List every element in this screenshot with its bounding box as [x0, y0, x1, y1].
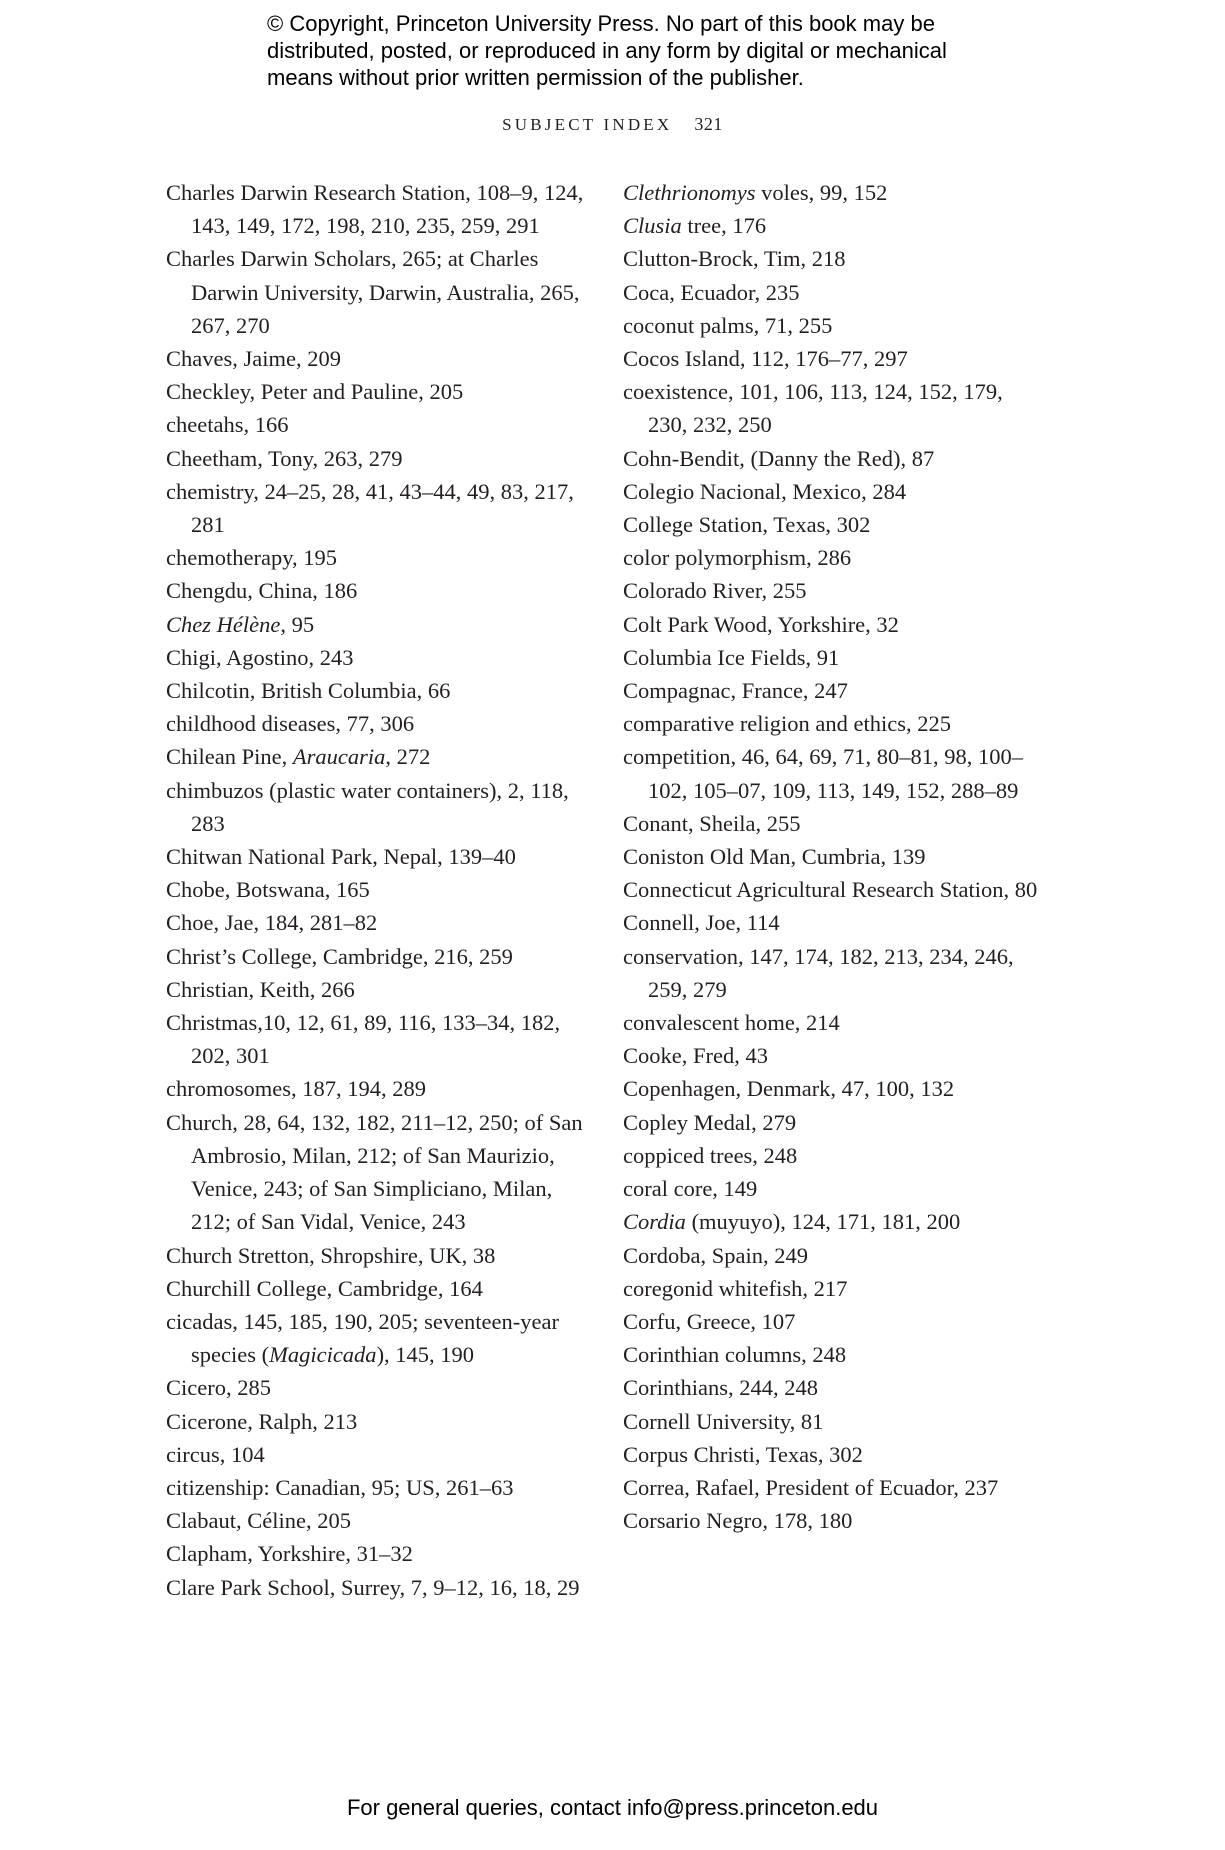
index-entry	[623, 342, 1043, 375]
index-entry	[623, 1072, 1043, 1105]
index-entry-text: Chitwan National Park, Nepal, 139–40	[166, 844, 516, 870]
index-entry-italic: Chez Hélène	[166, 611, 281, 637]
index-entry-text: Clabaut, Céline, 205	[166, 1508, 351, 1534]
page-number: 321	[694, 114, 723, 134]
index-entry-text: Charles Darwin Scholars, 265; at Charles Darwin University, Darwin, Australia, 265, 267, 270	[166, 246, 580, 338]
index-entry-text: Clare Park School, Surrey, 7, 9–12, 16, 18, 29	[166, 1574, 580, 1600]
index-entry	[166, 740, 586, 773]
index-entry-text: Church Stretton, Shropshire, UK, 38	[166, 1242, 496, 1268]
index-entry-text: coral core, 149	[623, 1176, 758, 1202]
index-entry	[623, 1471, 1043, 1504]
index-entry-text: Corinthians, 244, 248	[623, 1375, 818, 1401]
index-entry	[166, 1504, 586, 1537]
index-entry	[623, 608, 1043, 641]
copyright-line: means without prior written permission of the publisher.	[267, 65, 804, 90]
index-entry-text: Chigi, Agostino, 243	[166, 644, 354, 670]
index-entry-text: Chobe, Botswana, 165	[166, 877, 370, 903]
index-entry-text: chimbuzos (plastic water containers), 2, 118, 283	[166, 777, 569, 836]
index-entry-text: Cocos Island, 112, 176–77, 297	[623, 346, 908, 372]
index-entry	[623, 1371, 1043, 1404]
index-entry-text: Cordoba, Spain, 249	[623, 1242, 808, 1268]
index-entry	[166, 1272, 586, 1305]
index-entry-text: cicadas, 145, 185, 190, 205; seventeen-year species (	[166, 1308, 559, 1368]
index-entry-text: Corsario Negro, 178, 180	[623, 1508, 853, 1534]
index-entry	[166, 375, 586, 408]
index-entry	[166, 1471, 586, 1504]
index-entry-text: Cornell University, 81	[623, 1408, 824, 1434]
index-entry-text: Colorado River, 255	[623, 578, 807, 604]
index-entry	[623, 176, 1043, 209]
index-entry-text: comparative religion and ethics, 225	[623, 711, 952, 737]
index-entry	[166, 574, 586, 607]
index-entry-text: chemotherapy, 195	[166, 545, 337, 571]
index-entry	[166, 940, 586, 973]
index-entry-text: citizenship: Canadian, 95; US, 261–63	[166, 1474, 514, 1500]
index-entry-text: chemistry, 24–25, 28, 41, 43–44, 49, 83, 217, 281	[166, 478, 574, 538]
index-entry-italic: Clusia	[623, 213, 682, 239]
index-entry-text: College Station, Texas, 302	[623, 512, 871, 538]
index-entry-text: Chilcotin, British Columbia, 66	[166, 678, 451, 704]
index-entry	[166, 840, 586, 873]
index-entry	[623, 442, 1043, 475]
index-entry-text: Corfu, Greece, 107	[623, 1308, 796, 1334]
index-entry	[166, 541, 586, 574]
index-entry-text: Conant, Sheila, 255	[623, 810, 801, 836]
index-column-left	[166, 176, 586, 1604]
index-entry	[166, 774, 586, 840]
index-entry	[623, 209, 1043, 242]
index-entry	[166, 242, 586, 342]
index-entry	[166, 674, 586, 707]
index-entry	[623, 508, 1043, 541]
index-entry	[166, 641, 586, 674]
index-entry-text: Christian, Keith, 266	[166, 976, 355, 1002]
index-entry	[623, 1039, 1043, 1072]
index-entry-italic: Araucaria	[292, 744, 386, 770]
index-entry-text: Compagnac, France, 247	[623, 678, 848, 704]
index-entry-text: Church, 28, 64, 132, 182, 211–12, 250; of San Ambrosio, Milan, 212; of San Maurizio, Venice, 243; of San Simpliciano, Milan, 212; of San Vidal, Venice, 243	[166, 1109, 583, 1235]
index-entry-text: Coca, Ecuador, 235	[623, 279, 800, 305]
index-entry	[166, 475, 586, 541]
index-entry	[623, 1504, 1043, 1537]
index-entry-text: Columbia Ice Fields, 91	[623, 644, 840, 670]
index-entry-text: Christmas,10, 12, 61, 89, 116, 133–34, 182, 202, 301	[166, 1010, 561, 1069]
index-entry	[623, 906, 1043, 939]
index-entry-text: Clutton-Brock, Tim, 218	[623, 246, 846, 272]
index-entry-text: coexistence, 101, 106, 113, 124, 152, 179, 230, 232, 250	[623, 379, 1003, 438]
index-entry	[623, 1139, 1043, 1172]
index-column-right	[623, 176, 1043, 1537]
index-entry	[623, 1006, 1043, 1039]
index-entry-text: voles, 99, 152	[755, 180, 888, 205]
index-entry-text: Christ’s College, Cambridge, 216, 259	[166, 943, 513, 969]
index-entry	[166, 1571, 586, 1604]
index-entry-text: chromosomes, 187, 194, 289	[166, 1076, 426, 1102]
index-entry	[623, 807, 1043, 840]
index-entry-text: Cooke, Fred, 43	[623, 1043, 768, 1069]
index-entry	[623, 1338, 1043, 1371]
index-entry-text: Cheetham, Tony, 263, 279	[166, 445, 403, 471]
index-entry-text: Corinthian columns, 248	[623, 1342, 847, 1368]
index-entry-text: tree, 176	[681, 213, 767, 239]
index-entry-text: circus, 104	[166, 1441, 265, 1467]
index-entry	[623, 309, 1043, 342]
index-entry	[166, 442, 586, 475]
index-entry	[166, 1438, 586, 1471]
index-entry	[166, 707, 586, 740]
index-entry-text: Cohn-Bendit, (Danny the Red), 87	[623, 445, 935, 471]
index-entry	[623, 242, 1043, 275]
index-entry-text: Checkley, Peter and Pauline, 205	[166, 379, 464, 405]
index-entry	[166, 176, 586, 242]
index-entry-text: Choe, Jae, 184, 281–82	[166, 910, 378, 936]
index-entry	[623, 707, 1043, 740]
index-entry-text: childhood diseases, 77, 306	[166, 711, 415, 737]
footer-contact: For general queries, contact info@press.princeton.edu	[346, 1795, 879, 1820]
index-entry	[623, 541, 1043, 574]
index-entry	[623, 873, 1043, 906]
index-entry-text: Cicerone, Ralph, 213	[166, 1408, 358, 1434]
index-entry-text: Cicero, 285	[166, 1375, 271, 1401]
index-entry-italic: Clethrionomys	[623, 180, 756, 205]
index-entry-text: Charles Darwin Research Station, 108–9, 124, 143, 149, 172, 198, 210, 235, 259, 291	[166, 180, 584, 239]
index-entry	[623, 1106, 1043, 1139]
index-entry	[623, 1239, 1043, 1272]
index-entry-text: coregonid whitefish, 217	[623, 1275, 848, 1301]
index-entry-text: (muyuyo), 124, 171, 181, 200	[685, 1209, 961, 1235]
index-entry-text: Clapham, Yorkshire, 31–32	[166, 1541, 413, 1567]
index-entry	[166, 1405, 586, 1438]
index-entry-italic: Magicicada	[269, 1342, 377, 1368]
index-entry-text: Copley Medal, 279	[623, 1109, 797, 1135]
index-entry	[166, 342, 586, 375]
index-entry-text: coppiced trees, 248	[623, 1142, 798, 1168]
index-entry-text: competition, 46, 64, 69, 71, 80–81, 98, 100–102, 105–07, 109, 113, 149, 152, 288–89	[623, 744, 1023, 803]
index-entry	[166, 1106, 586, 1239]
index-entry-text: cheetahs, 166	[166, 412, 289, 438]
index-entry	[623, 1272, 1043, 1305]
index-entry-text: conservation, 147, 174, 182, 213, 234, 246, 259, 279	[623, 943, 1014, 1002]
index-entry	[166, 1537, 586, 1570]
index-entry	[623, 641, 1043, 674]
index-entry	[623, 1438, 1043, 1471]
index-entry	[623, 940, 1043, 1006]
index-entry	[166, 973, 586, 1006]
index-entry	[166, 1006, 586, 1072]
index-entry-text: Chengdu, China, 186	[166, 578, 358, 604]
index-entry	[623, 574, 1043, 607]
index-entry-text: Copenhagen, Denmark, 47, 100, 132	[623, 1076, 955, 1102]
index-entry-text: convalescent home, 214	[623, 1010, 840, 1036]
index-entry	[623, 1405, 1043, 1438]
index-entry-text: Churchill College, Cambridge, 164	[166, 1275, 483, 1301]
index-entry-text: Connell, Joe, 114	[623, 910, 780, 936]
index-entry-text: Corpus Christi, Texas, 302	[623, 1441, 863, 1467]
index-entry	[166, 1305, 586, 1371]
copyright-line: distributed, posted, or reproduced in any form by digital or mechanical	[267, 38, 947, 63]
index-entry-text: Chilean Pine,	[166, 744, 293, 770]
index-entry-text: , 95	[280, 611, 315, 637]
index-entry-text: Colegio Nacional, Mexico, 284	[623, 478, 907, 504]
index-entry	[623, 674, 1043, 707]
index-entry-text: , 272	[385, 744, 431, 770]
index-entry-text: Chaves, Jaime, 209	[166, 346, 341, 372]
index-entry	[166, 1239, 586, 1272]
copyright-line: © Copyright, Princeton University Press. No part of this book may be	[267, 11, 935, 36]
copyright-notice	[267, 10, 1027, 91]
index-entry	[623, 740, 1043, 806]
index-entry	[623, 840, 1043, 873]
index-entry	[623, 475, 1043, 508]
index-entry	[166, 608, 586, 641]
index-entry-text: Connecticut Agricultural Research Station, 80	[623, 877, 1038, 903]
index-entry-text: Coniston Old Man, Cumbria, 139	[623, 844, 926, 870]
index-entry	[166, 1371, 586, 1404]
running-head-title: SUBJECT INDEX	[502, 115, 673, 134]
index-entry-italic: Cordia	[623, 1209, 686, 1235]
index-entry-text: coconut palms, 71, 255	[623, 312, 833, 338]
index-entry	[623, 1305, 1043, 1338]
index-entry-text: color polymorphism, 286	[623, 545, 852, 571]
index-entry-text: Correa, Rafael, President of Ecuador, 237	[623, 1474, 999, 1500]
index-entry-text: Colt Park Wood, Yorkshire, 32	[623, 611, 899, 637]
index-entry	[623, 1172, 1043, 1205]
index-entry-text: ), 145, 190	[376, 1342, 475, 1368]
index-entry	[166, 873, 586, 906]
index-entry	[166, 1072, 586, 1105]
index-entry	[623, 276, 1043, 309]
index-entry	[623, 375, 1043, 441]
index-entry	[623, 1205, 1043, 1238]
index-entry	[166, 408, 586, 441]
index-entry	[166, 906, 586, 939]
running-head	[0, 114, 1225, 135]
